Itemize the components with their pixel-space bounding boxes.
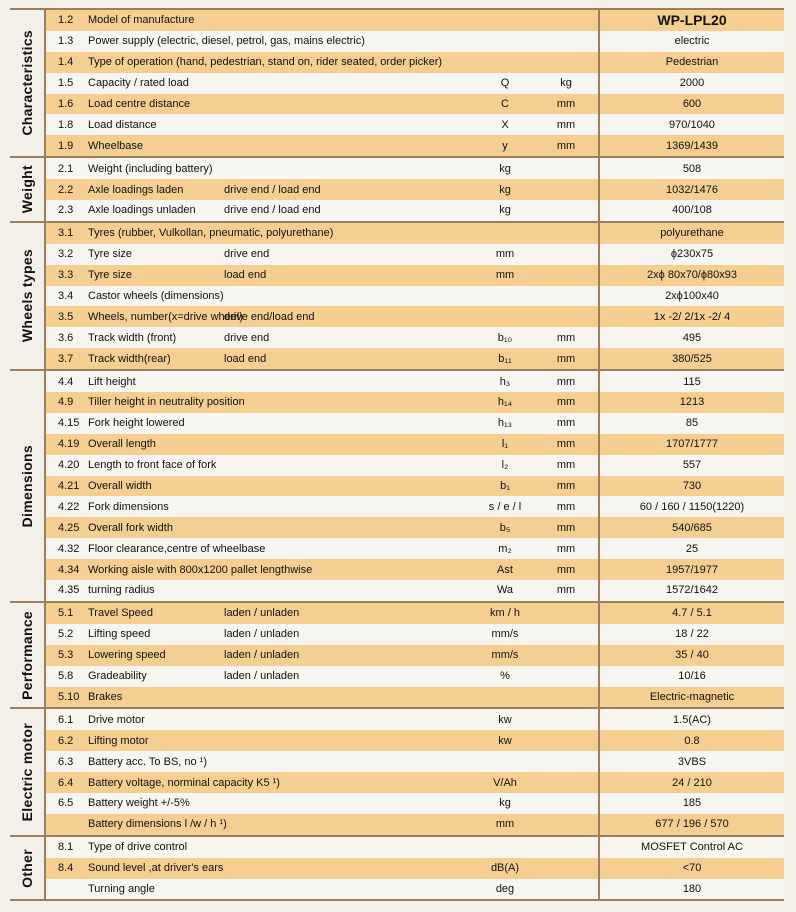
description-qualifier: drive end/load end [224,310,315,323]
row-symbol: km / h [490,607,520,620]
row-value: 25 [685,542,699,555]
table-row [46,772,784,793]
table-row [46,603,784,624]
description-text: Fork height lowered [88,417,185,430]
row-number: 6.3 [58,755,74,768]
description-text: Tyres (rubber, Vulkollan, pneumatic, polyurethane) [88,227,334,240]
description-text: Battery weight +/-5% [88,797,190,810]
row-description [88,269,474,281]
section-label-text: Dimensions [19,444,35,528]
description-text: Type of drive control [88,841,188,854]
table-row [46,879,784,900]
row-description [88,649,474,661]
description-text: Battery voltage, norminal capacity K5 ¹) [88,776,280,789]
section-label-text: Weight [19,165,35,214]
row-symbol: kg [499,183,511,196]
description-qualifier: laden / unladen [224,628,300,641]
row-number: 6.4 [58,776,74,789]
table-row [46,348,784,369]
row-value: electric [674,35,710,48]
table-row [46,327,784,348]
row-number: 6.5 [58,797,74,810]
row-value: 10/16 [678,670,706,683]
description-qualifier: laden / unladen [224,649,300,662]
description-text: Gradeability [88,670,147,683]
description-text: Tyre size [88,269,133,282]
table-row [46,10,784,31]
row-description [88,756,474,768]
description-text: Overall width [88,480,152,493]
description-qualifier: laden / unladen [224,670,300,683]
description-qualifier: load end [224,352,267,365]
row-number: 1.2 [58,14,74,27]
row-value: 600 [682,98,702,110]
row-description [88,628,474,640]
row-unit: mm [556,118,576,131]
section-wheels-types [10,221,784,369]
table-row [46,306,784,327]
row-unit: mm [556,459,576,472]
section-label [10,709,46,834]
row-description [88,332,474,344]
row-value: 495 [682,331,702,344]
row-description [88,480,474,492]
table-row [46,52,784,73]
row-number: 2.1 [58,162,74,175]
row-description [88,564,474,576]
table-row [46,200,784,221]
row-description [88,248,474,260]
row-number: 3.4 [58,290,74,303]
table-row [46,730,784,751]
row-number: 4.35 [58,584,80,597]
row-unit: mm [556,352,576,365]
table-row [46,158,784,179]
row-value: 2xϕ100x40 [665,290,719,303]
section-label [10,837,46,900]
section-rows [46,10,784,156]
table-row [46,580,784,601]
row-number: 3.5 [58,310,74,323]
row-description [88,184,474,196]
section-label-text: Electric motor [19,722,35,822]
row-number: 4.15 [58,417,80,430]
row-value: 35 / 40 [675,649,709,662]
table-row [46,94,784,115]
description-text: Power supply (electric, diesel, petrol, gas, mains electric) [88,35,365,48]
row-symbol: V/Ah [493,776,517,789]
row-value: 970/1040 [669,118,715,131]
description-text: Travel Speed [88,607,154,620]
row-value: 185 [682,797,702,810]
description-text: Overall length [88,438,156,451]
row-description [88,56,474,68]
row-value: 1032/1476 [666,183,718,196]
row-description [88,459,474,471]
table-row [46,286,784,307]
description-qualifier: drive end / load end [224,204,321,217]
row-unit: mm [556,584,576,597]
row-value: 1.5(AC) [673,713,711,726]
row-number: 4.34 [58,563,80,576]
row-description [88,543,474,555]
table-row [46,858,784,879]
row-description [88,140,474,152]
description-text: Load centre distance [88,98,191,110]
table-row [46,114,784,135]
row-number: 4.4 [58,375,74,388]
section-dimensions [10,369,784,601]
row-value: 380/525 [672,352,712,365]
section-characteristics [10,8,784,156]
row-value: Pedestrian [665,56,719,69]
row-value: 508 [682,162,702,175]
table-row [46,73,784,94]
row-symbol: C [501,98,509,110]
description-text: Lift height [88,375,136,388]
table-row [46,244,784,265]
row-value: 60 / 160 / 1150(1220) [639,500,745,513]
description-text: Model of manufacture [88,14,195,27]
row-description [88,417,474,429]
row-description [88,204,474,216]
row-symbol: mm [495,269,515,282]
section-rows [46,837,784,900]
row-value: 1369/1439 [666,139,718,152]
row-description [88,607,474,619]
description-text: Floor clearance,centre of wheelbase [88,542,266,555]
spec-table [10,8,784,908]
row-unit: mm [556,139,576,152]
row-unit: mm [556,521,576,534]
description-text: Turning angle [88,882,155,895]
row-description [88,35,474,47]
table-row [46,666,784,687]
row-number: 1.6 [58,98,74,110]
description-text: Fork dimensions [88,500,169,513]
table-row [46,476,784,497]
row-number: 4.9 [58,396,74,409]
table-row [46,709,784,730]
section-label-text: Characteristics [19,30,35,136]
description-text: Brakes [88,690,123,703]
table-row [46,135,784,156]
row-value: 115 [683,375,701,388]
row-number: 6.2 [58,734,74,747]
row-symbol: mm [495,818,515,831]
section-performance [10,601,784,707]
row-symbol: mm/s [491,649,519,662]
row-number: 5.10 [58,690,80,703]
row-unit: mm [556,563,576,576]
description-text: Axle loadings laden [88,183,184,196]
table-row [46,371,784,392]
description-text: Battery acc. To BS, no ¹) [88,755,208,768]
row-value: WP-LPL20 [657,12,727,29]
description-text: Overall fork width [88,521,173,534]
row-number: 3.1 [58,227,74,240]
row-description [88,522,474,534]
description-text: Capacity / rated load [88,77,189,90]
row-number: 3.2 [58,248,74,261]
row-value: 0.8 [684,734,700,747]
row-description [88,691,474,703]
description-text: Axle loadings unladen [88,204,196,217]
description-text: turning radius [88,584,155,597]
row-number: 2.2 [58,183,74,196]
table-row [46,223,784,244]
description-text: Castor wheels (dimensions) [88,290,224,303]
row-number: 4.22 [58,500,80,513]
row-unit: mm [556,375,576,388]
row-number: 4.25 [58,521,80,534]
row-description [88,862,474,874]
row-symbol: kw [498,734,512,747]
row-symbol: mm [495,248,515,261]
row-description [88,77,474,89]
description-text: Tyre size [88,248,133,261]
row-description [88,841,474,853]
description-text: Battery dimensions l /w / h ¹) [88,818,227,831]
description-qualifier: drive end [224,331,270,344]
description-text: Working aisle with 800x1200 pallet lengthwise [88,563,313,576]
row-symbol: h₁₄ [497,396,513,409]
section-label [10,158,46,221]
row-description [88,818,474,830]
row-symbol: h₃ [499,375,511,388]
row-description [88,777,474,789]
row-description [88,396,474,408]
row-description [88,119,474,131]
row-description [88,98,474,110]
section-rows [46,603,784,707]
section-electric-motor [10,707,784,834]
row-number: 5.2 [58,628,74,641]
description-text: Track width (front) [88,331,177,344]
row-symbol: deg [495,882,515,895]
description-text: Sound level ,at driver's ears [88,862,224,875]
section-label [10,10,46,156]
table-row [46,645,784,666]
row-symbol: X [501,118,509,131]
description-qualifier: drive end [224,248,270,261]
row-description [88,883,474,895]
row-value: 2000 [679,77,705,90]
table-row [46,179,784,200]
row-symbol: b₁₀ [497,331,513,344]
row-number: 4.20 [58,459,80,472]
section-label [10,371,46,601]
row-value: 4.7 / 5.1 [672,607,712,620]
row-symbol: b₅ [499,521,511,534]
row-symbol: kg [499,797,511,810]
row-description [88,501,474,513]
row-unit: mm [556,480,576,493]
description-text: Length to front face of fork [88,459,217,472]
section-label-text: Other [19,848,35,888]
table-row [46,837,784,858]
description-qualifier: laden / unladen [224,607,300,620]
row-value: 2xϕ 80x70/ϕ80x93 [647,269,737,282]
section-rows [46,223,784,369]
row-value: 1957/1977 [666,563,718,576]
row-symbol: y [502,139,508,152]
row-symbol: kg [499,162,511,175]
row-description [88,584,474,596]
row-symbol: kg [499,204,511,217]
table-row [46,517,784,538]
section-label [10,603,46,707]
table-row [46,265,784,286]
row-number: 5.1 [58,607,74,620]
row-number: 5.8 [58,670,74,683]
row-number: 3.7 [58,352,74,365]
description-text: Lifting speed [88,628,151,641]
section-label-text: Performance [19,610,35,700]
table-row [46,392,784,413]
table-row [46,624,784,645]
row-number: 1.3 [58,35,74,48]
row-number: 4.19 [58,438,80,451]
table-row [46,751,784,772]
description-text: Weight (including battery) [88,162,213,175]
row-symbol: Wa [496,584,514,597]
row-value: 557 [682,459,702,472]
row-number: 3.3 [58,269,74,282]
row-unit: mm [556,417,576,430]
row-value: 677 / 196 / 570 [655,818,729,831]
row-value: 24 / 210 [672,776,712,789]
section-label-text: Wheels types [19,249,35,343]
row-unit: mm [556,438,576,451]
row-value: ϕ230x75 [670,248,714,261]
row-unit: mm [556,98,576,110]
row-value: Electric-magnetic [649,690,735,703]
row-symbol: h₁₃ [497,417,513,430]
table-row [46,455,784,476]
row-description [88,670,474,682]
table-row [46,687,784,708]
row-value: 1707/1777 [666,438,718,451]
row-unit: mm [556,500,576,513]
row-number: 6.1 [58,713,74,726]
description-text: Type of operation (hand, pedestrian, stand on, rider seated, order picker) [88,56,443,69]
row-value: 85 [685,417,699,430]
row-unit: mm [556,396,576,409]
row-symbol: s / e / l [488,500,522,513]
row-number: 2.3 [58,204,74,217]
row-number: 5.3 [58,649,74,662]
row-symbol: m₂ [498,542,512,555]
row-number: 1.8 [58,118,74,131]
description-text: Lifting motor [88,734,149,747]
row-number: 1.5 [58,77,74,90]
section-rows [46,158,784,221]
section-rows [46,371,784,601]
row-number: 4.21 [58,480,80,493]
row-value: 730 [682,480,702,493]
row-description [88,290,474,302]
section-rows [46,709,784,834]
table-row [46,793,784,814]
row-symbol: b₁ [500,480,510,493]
row-symbol: mm/s [491,628,519,641]
table-row [46,413,784,434]
row-symbol: Q [500,77,510,90]
row-value: MOSFET Control AC [641,841,743,854]
table-row [46,814,784,835]
description-text: Tiller height in neutrality position [88,396,245,409]
row-symbol: % [500,670,510,683]
description-text: Lowering speed [88,649,166,662]
row-symbol: Ast [497,563,513,576]
row-symbol: kw [498,713,512,726]
row-number: 3.6 [58,331,74,344]
row-description [88,735,474,747]
description-text: Drive motor [88,713,145,726]
table-row [46,538,784,559]
row-number: 8.1 [58,841,74,854]
row-description [88,311,474,323]
row-description [88,376,474,388]
row-description [88,797,474,809]
row-value: 400/108 [672,204,712,217]
section-weight [10,156,784,221]
row-unit: kg [560,77,572,90]
row-number: 1.4 [58,56,74,69]
row-number: 4.32 [58,542,80,555]
table-row [46,434,784,455]
table-row [46,496,784,517]
row-description [88,163,474,175]
row-description [88,438,474,450]
table-row [46,31,784,52]
row-unit: mm [556,542,576,555]
description-qualifier: drive end / load end [224,183,321,196]
row-value: 540/685 [672,521,712,534]
description-text: Track width(rear) [88,352,171,365]
row-number: 1.9 [58,139,74,152]
section-other [10,835,784,902]
table-row [46,559,784,580]
row-description [88,353,474,365]
row-value: 180 [682,882,702,895]
section-label [10,223,46,369]
row-symbol: l₂ [501,459,509,472]
row-value: <70 [682,862,702,875]
row-description [88,227,474,239]
row-value: 3VBS [677,755,707,768]
description-qualifier: load end [224,269,267,282]
description-text: Load distance [88,118,157,131]
row-symbol: l₁ [501,438,509,451]
row-description [88,14,474,26]
row-description [88,714,474,726]
row-value: 1213 [679,396,705,409]
row-number: 8.4 [58,862,74,875]
row-symbol: b₁₁ [498,352,512,365]
description-text: Wheelbase [88,139,144,152]
row-symbol: dB(A) [490,862,520,875]
row-value: 18 / 22 [675,628,709,641]
row-value: 1572/1642 [666,584,718,597]
row-unit: mm [556,331,576,344]
row-value: 1x -2/ 2/1x -2/ 4 [653,310,731,323]
description-text: Wheels, number(x=drive wheel) [88,310,243,323]
row-value: polyurethane [660,227,724,240]
